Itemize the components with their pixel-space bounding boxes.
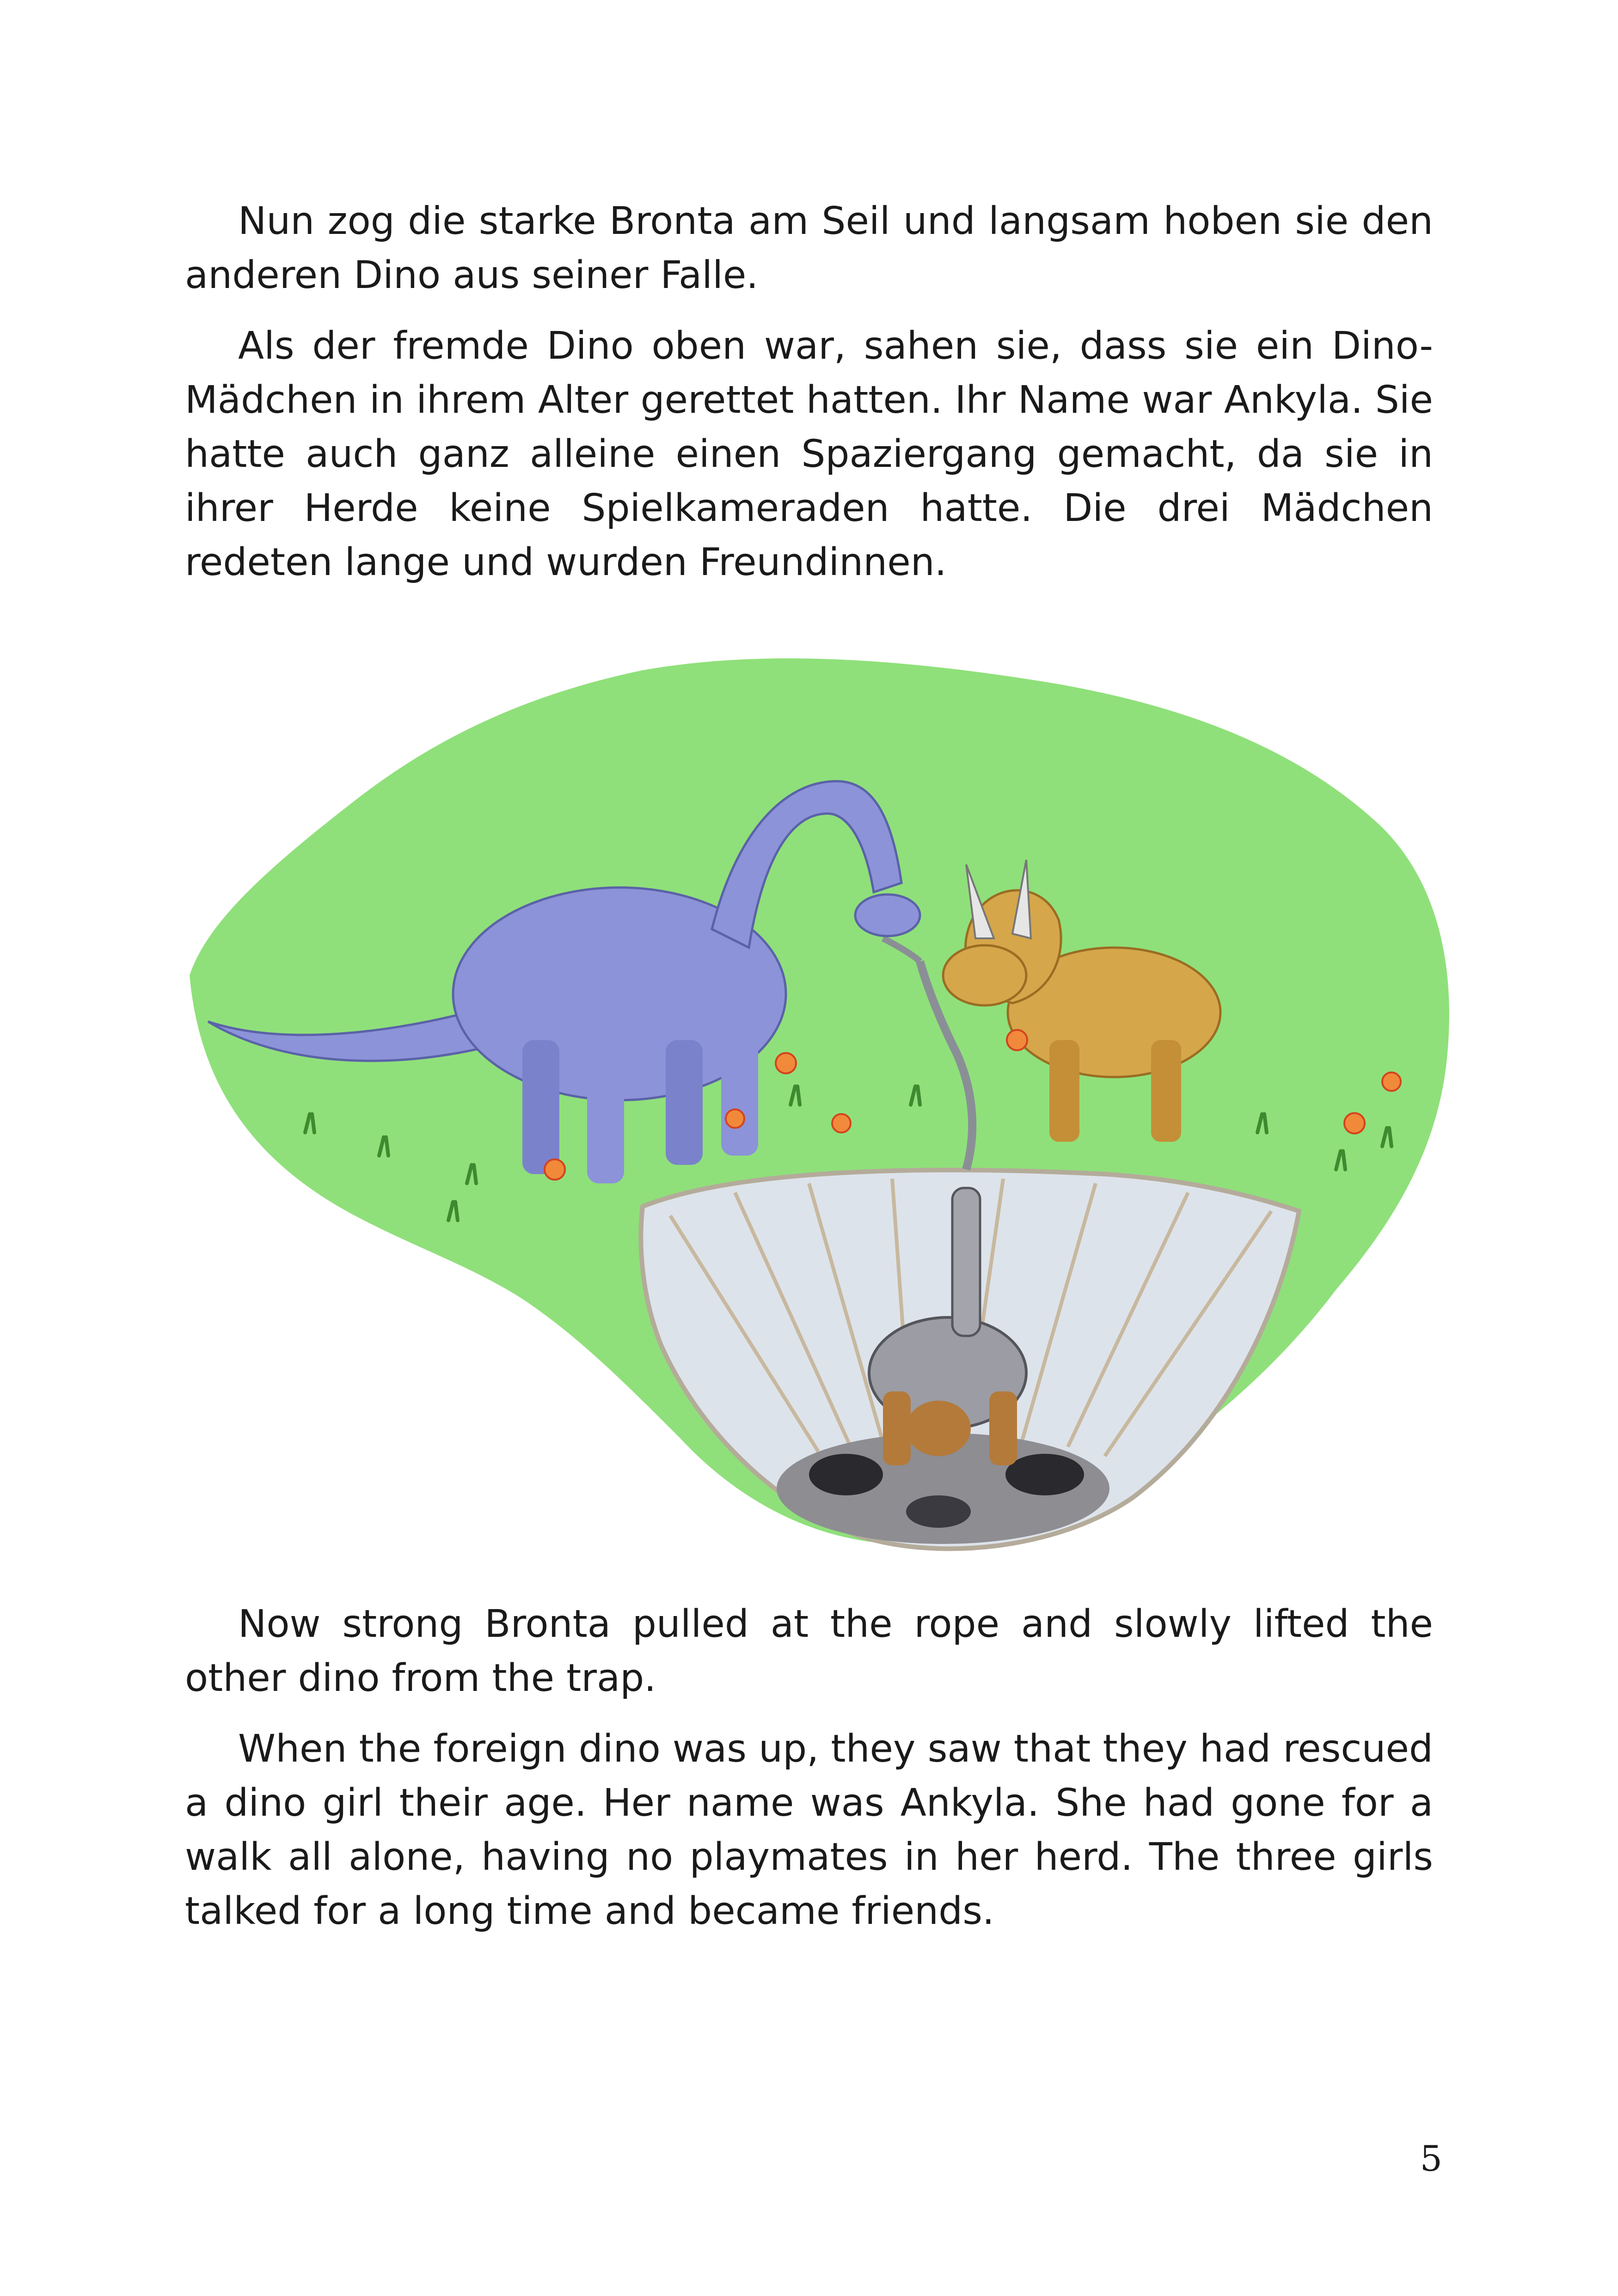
dinosaur-rescue-illustration bbox=[180, 643, 1456, 1586]
ankylosaur-tail bbox=[952, 1188, 980, 1336]
german-text bbox=[185, 194, 1433, 606]
stone bbox=[1005, 1454, 1084, 1495]
english-paragraph-2: When the foreign dino was up, they saw that they had rescued a dino girl their age. Her name was Ankyla. She had gone for a walk all alone, having no playmates in her herd. The three girls talked for a long time and became friends. bbox=[185, 1727, 1433, 1933]
ankylosaur-leg bbox=[989, 1391, 1017, 1465]
sauropod-leg bbox=[522, 1040, 559, 1174]
english-paragraph-1: Now strong Bronta pulled at the rope and slowly lifted the other dino from the trap. bbox=[185, 1602, 1433, 1700]
stone bbox=[809, 1454, 883, 1495]
sauropod-leg bbox=[721, 1031, 758, 1156]
german-paragraph-1: Nun zog die starke Bronta am Seil und langsam hoben sie den anderen Dino aus seiner Falle. bbox=[185, 199, 1433, 297]
triceratops-head bbox=[943, 945, 1026, 1005]
german-paragraph-2: Als der fremde Dino oben war, sahen sie, dass sie ein Dino-Mädchen in ihrem Alter gerettet hatten. Ihr Name war Ankyla. Sie hatte auch ganz alleine einen Spaziergang gemacht, da sie in ihrer Herde keine Spielkameraden hatte. Die drei Mädchen redeten lange und wurden Freundinnen. bbox=[185, 324, 1433, 584]
page-number: 5 bbox=[1420, 2138, 1442, 2179]
sauropod-head bbox=[855, 894, 920, 936]
triceratops-leg bbox=[1049, 1040, 1079, 1142]
sauropod-leg bbox=[666, 1040, 703, 1165]
sauropod-leg bbox=[587, 1049, 624, 1183]
ankylosaur-head bbox=[906, 1401, 971, 1456]
english-text bbox=[185, 1597, 1433, 1955]
triceratops-leg bbox=[1151, 1040, 1181, 1142]
stone bbox=[906, 1495, 971, 1528]
ankylosaur-leg bbox=[883, 1391, 911, 1465]
